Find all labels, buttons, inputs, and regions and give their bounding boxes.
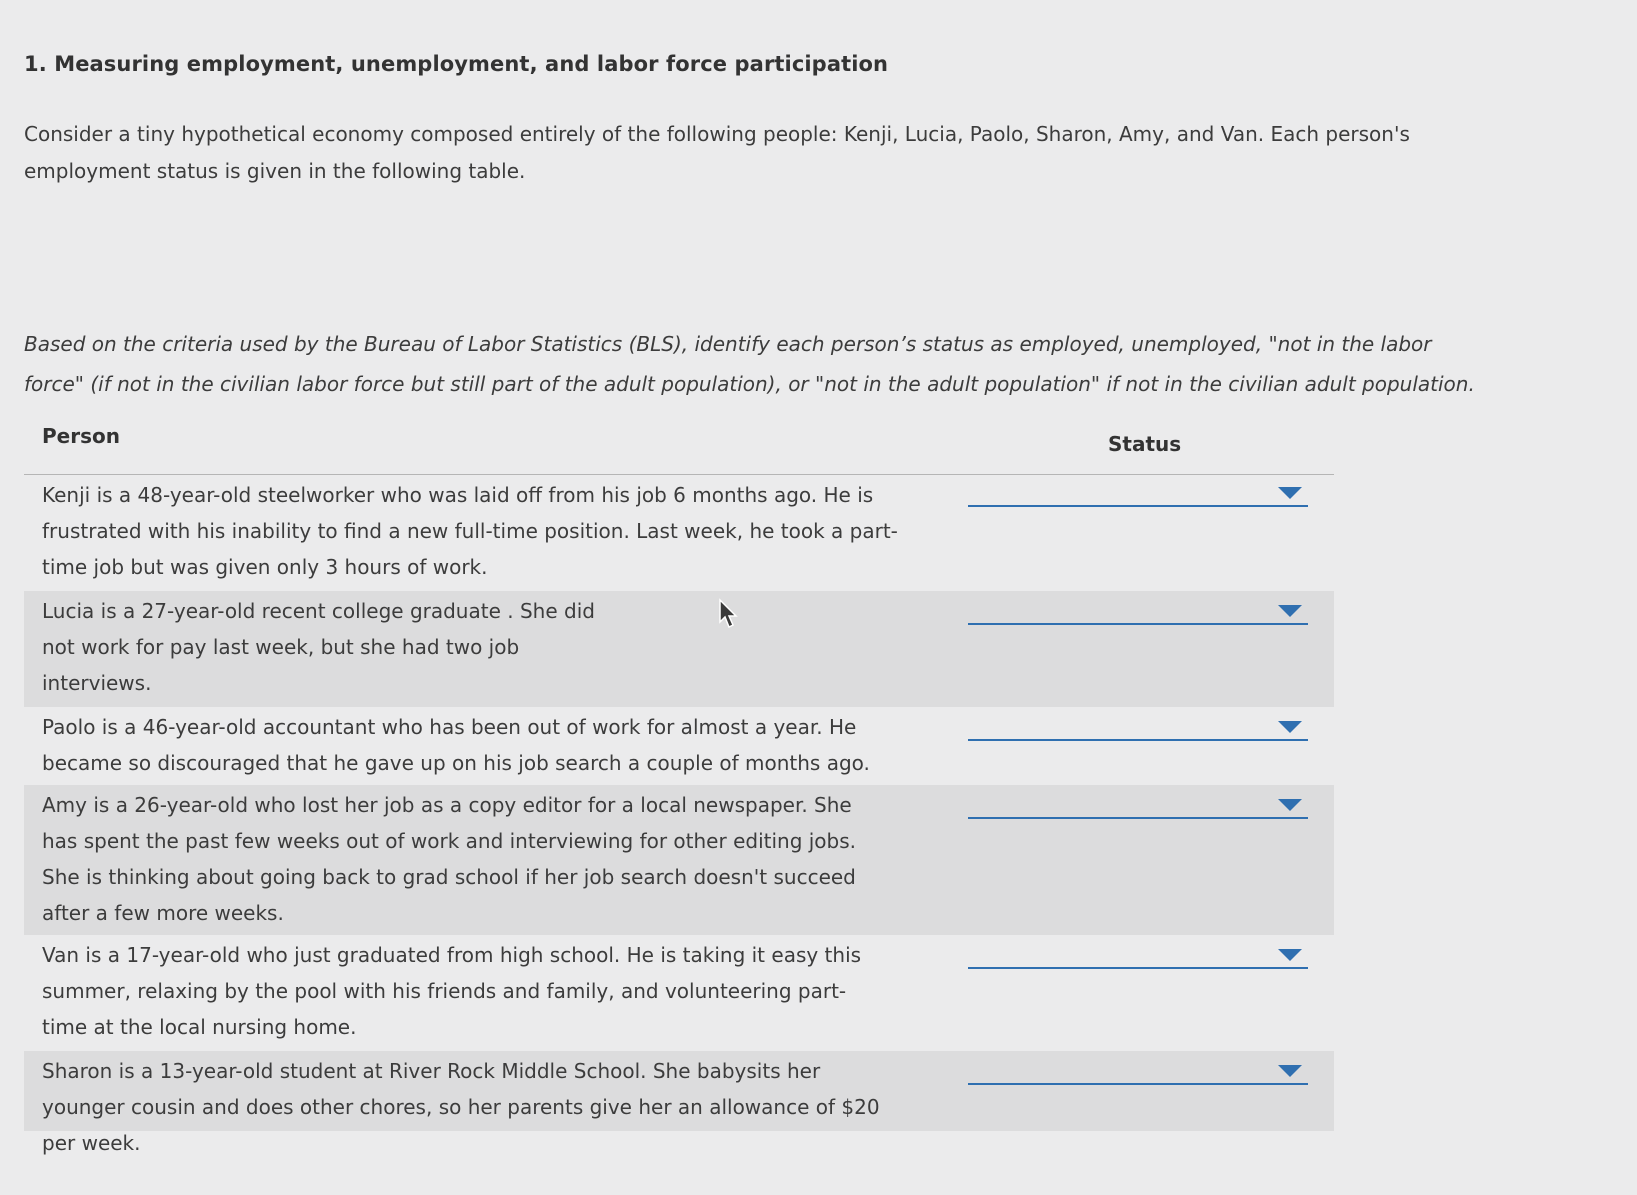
dropdown-arrow-icon	[1278, 487, 1302, 499]
table-header	[24, 408, 1334, 475]
table-row-paolo	[24, 707, 1334, 785]
person-description: Van is a 17-year-old who just graduated from high school. He is taking it easy this summer, relaxing by the pool with his friends and family, and volunteering part-time at the local nursing home.	[42, 943, 862, 1039]
dropdown-arrow-icon	[1278, 1065, 1302, 1077]
person-description: Sharon is a 13-year-old student at River Rock Middle School. She babysits her younger cousin and does other chores, so her parents give her an allowance of $20 per week.	[42, 1059, 880, 1155]
instructions-paragraph: Based on the criteria used by the Bureau of Labor Statistics (BLS), identify each person’s status as employed, unemployed, "not in the labor force" (if not in the civilian labor force but still part of the adult population), or "not in the adult population" if not in the civilian adult population.	[24, 332, 1475, 396]
status-column-header: Status	[1108, 432, 1182, 456]
status-dropdown-kenji[interactable]	[968, 481, 1308, 507]
person-description: Paolo is a 46-year-old accountant who has been out of work for almost a year. He became so discouraged that he gave up on his job search a couple of months ago.	[42, 715, 870, 775]
status-dropdown-van[interactable]	[968, 943, 1308, 969]
status-dropdown-paolo[interactable]	[968, 715, 1308, 741]
status-table	[24, 408, 1334, 1155]
dropdown-arrow-icon	[1278, 799, 1302, 811]
person-description: Lucia is a 27-year-old recent college graduate . She did not work for pay last week, but she had two job interviews.	[42, 599, 595, 695]
dropdown-arrow-icon	[1278, 949, 1302, 961]
dropdown-arrow-icon	[1278, 721, 1302, 733]
intro-paragraph: Consider a tiny hypothetical economy composed entirely of the following people: Kenji, Lucia, Paolo, Sharon, Amy, and Van. Each person's employment status is given in the following table.	[24, 122, 1410, 183]
person-description: Amy is a 26-year-old who lost her job as a copy editor for a local newspaper. She has spent the past few weeks out of work and interviewing for other editing jobs. She is thinking about going back to grad school if her job search doesn't succeed after a few more weeks.	[42, 793, 857, 925]
status-dropdown-lucia[interactable]	[968, 599, 1308, 625]
mouse-pointer-icon	[718, 598, 740, 630]
table-row-van	[24, 935, 1334, 1051]
dropdown-arrow-icon	[1278, 605, 1302, 617]
question-heading: 1. Measuring employment, unemployment, and labor force participation	[24, 52, 889, 76]
person-description: Kenji is a 48-year-old steelworker who was laid off from his job 6 months ago. He is frustrated with his inability to find a new full-time position. Last week, he took a part-time job but was given only 3 hours of work.	[42, 483, 898, 579]
status-dropdown-amy[interactable]	[968, 793, 1308, 819]
table-row-amy	[24, 785, 1334, 935]
person-column-header: Person	[42, 424, 120, 448]
status-dropdown-sharon[interactable]	[968, 1059, 1308, 1085]
table-row-lucia	[24, 591, 1334, 707]
table-row-sharon	[24, 1051, 1334, 1155]
table-row-kenji	[24, 475, 1334, 591]
